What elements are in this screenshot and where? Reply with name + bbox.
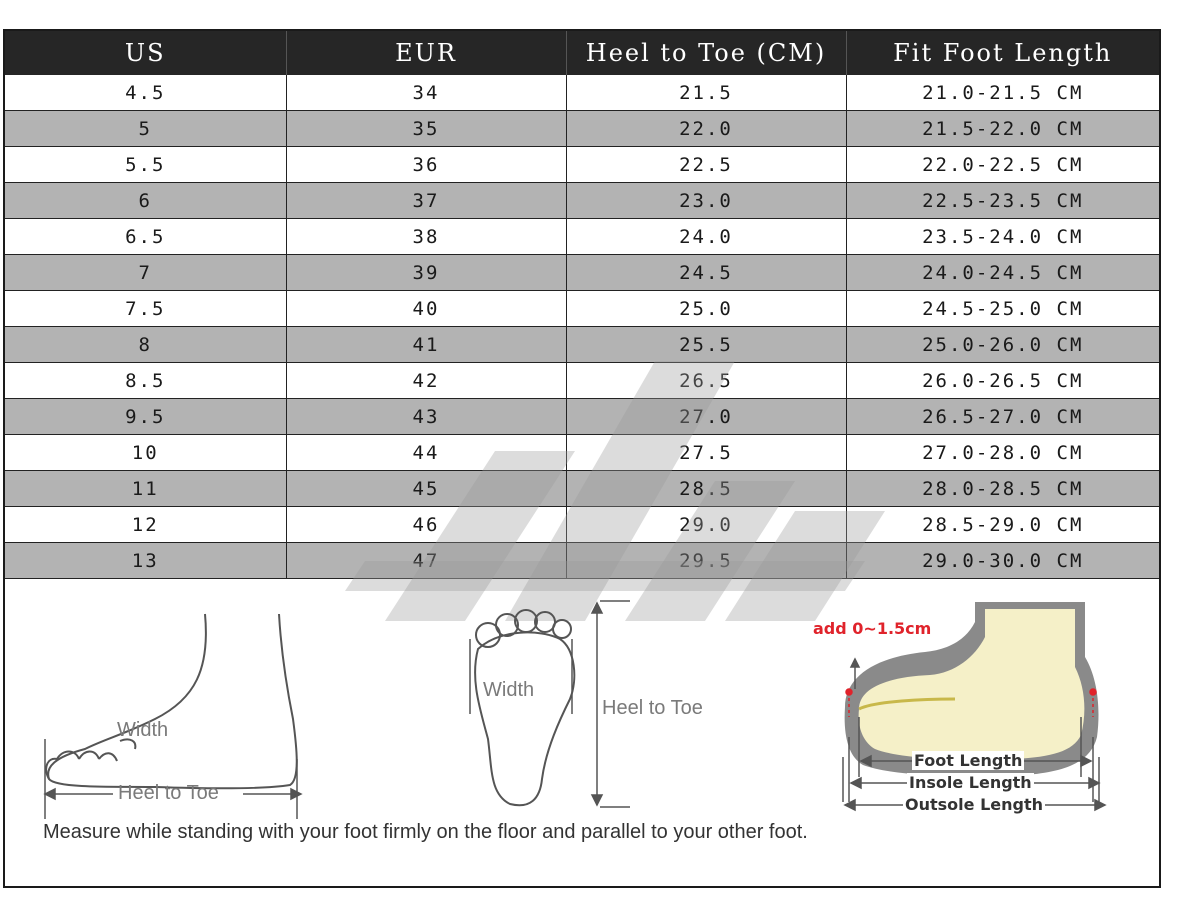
cell-fit-foot-length: 21.5-22.0 CM xyxy=(846,111,1159,147)
sole-heel-to-toe-label: Heel to Toe xyxy=(602,697,703,719)
cell-heel-to-toe: 27.0 xyxy=(566,399,846,435)
cell-us: 13 xyxy=(5,543,286,579)
cell-fit-foot-length: 22.5-23.5 CM xyxy=(846,183,1159,219)
cell-eur: 37 xyxy=(286,183,566,219)
cell-eur: 40 xyxy=(286,291,566,327)
sole-width-label: Width xyxy=(483,679,535,701)
cell-fit-foot-length: 26.5-27.0 CM xyxy=(846,399,1159,435)
table-header-row xyxy=(5,31,1159,75)
cell-fit-foot-length: 21.0-21.5 CM xyxy=(846,75,1159,111)
table-body xyxy=(5,75,1159,579)
cell-fit-foot-length: 28.0-28.5 CM xyxy=(846,471,1159,507)
side-width-label: Width xyxy=(117,719,169,741)
header-fit-foot-length: Fit Foot Length xyxy=(846,31,1159,75)
cell-heel-to-toe: 29.0 xyxy=(566,507,846,543)
cell-eur: 43 xyxy=(286,399,566,435)
table-row xyxy=(5,111,1159,147)
table-row xyxy=(5,435,1159,471)
insole-length-label: Insole Length xyxy=(909,773,1032,792)
cell-fit-foot-length: 28.5-29.0 CM xyxy=(846,507,1159,543)
size-table xyxy=(5,31,1159,579)
cell-eur: 45 xyxy=(286,471,566,507)
cell-eur: 35 xyxy=(286,111,566,147)
side-heel-to-toe-label: Heel to Toe xyxy=(118,782,219,804)
measure-instruction: Measure while standing with your foot firmly on the floor and parallel to your other foot. xyxy=(43,821,808,843)
cell-us: 5.5 xyxy=(5,147,286,183)
cell-heel-to-toe: 25.0 xyxy=(566,291,846,327)
cell-fit-foot-length: 29.0-30.0 CM xyxy=(846,543,1159,579)
table-row xyxy=(5,219,1159,255)
cell-us: 11 xyxy=(5,471,286,507)
table-row xyxy=(5,147,1159,183)
cell-us: 12 xyxy=(5,507,286,543)
cell-us: 10 xyxy=(5,435,286,471)
cell-us: 7.5 xyxy=(5,291,286,327)
header-eur: EUR xyxy=(286,31,566,75)
cell-heel-to-toe: 24.5 xyxy=(566,255,846,291)
cell-us: 6 xyxy=(5,183,286,219)
cell-heel-to-toe: 23.0 xyxy=(566,183,846,219)
cell-fit-foot-length: 27.0-28.0 CM xyxy=(846,435,1159,471)
cell-eur: 47 xyxy=(286,543,566,579)
cell-eur: 38 xyxy=(286,219,566,255)
table-row xyxy=(5,327,1159,363)
size-chart xyxy=(3,29,1161,888)
cell-us: 9.5 xyxy=(5,399,286,435)
cell-heel-to-toe: 25.5 xyxy=(566,327,846,363)
cell-eur: 46 xyxy=(286,507,566,543)
outsole-length-label: Outsole Length xyxy=(905,795,1043,814)
header-us: US xyxy=(5,31,286,75)
cell-fit-foot-length: 24.5-25.0 CM xyxy=(846,291,1159,327)
cell-heel-to-toe: 29.5 xyxy=(566,543,846,579)
header-heel-to-toe: Heel to Toe (CM) xyxy=(566,31,846,75)
table-row xyxy=(5,255,1159,291)
cell-fit-foot-length: 26.0-26.5 CM xyxy=(846,363,1159,399)
cell-fit-foot-length: 22.0-22.5 CM xyxy=(846,147,1159,183)
cell-us: 7 xyxy=(5,255,286,291)
cell-fit-foot-length: 25.0-26.0 CM xyxy=(846,327,1159,363)
table-row xyxy=(5,75,1159,111)
cell-us: 6.5 xyxy=(5,219,286,255)
cell-eur: 42 xyxy=(286,363,566,399)
cell-us: 5 xyxy=(5,111,286,147)
cell-heel-to-toe: 28.5 xyxy=(566,471,846,507)
cell-heel-to-toe: 22.5 xyxy=(566,147,846,183)
cell-heel-to-toe: 22.0 xyxy=(566,111,846,147)
add-allowance-label: add 0~1.5cm xyxy=(813,619,932,638)
cell-eur: 34 xyxy=(286,75,566,111)
cell-fit-foot-length: 23.5-24.0 CM xyxy=(846,219,1159,255)
cell-eur: 36 xyxy=(286,147,566,183)
cell-fit-foot-length: 24.0-24.5 CM xyxy=(846,255,1159,291)
table-row xyxy=(5,543,1159,579)
table-row xyxy=(5,399,1159,435)
table-row xyxy=(5,291,1159,327)
cell-us: 8 xyxy=(5,327,286,363)
measure-guide xyxy=(5,579,1159,886)
cell-us: 8.5 xyxy=(5,363,286,399)
foot-length-label: Foot Length xyxy=(914,751,1023,770)
cell-heel-to-toe: 21.5 xyxy=(566,75,846,111)
cell-us: 4.5 xyxy=(5,75,286,111)
table-row xyxy=(5,363,1159,399)
cell-heel-to-toe: 27.5 xyxy=(566,435,846,471)
cell-heel-to-toe: 26.5 xyxy=(566,363,846,399)
cell-eur: 41 xyxy=(286,327,566,363)
cell-heel-to-toe: 24.0 xyxy=(566,219,846,255)
table-row xyxy=(5,183,1159,219)
cell-eur: 39 xyxy=(286,255,566,291)
table-row xyxy=(5,471,1159,507)
table-row xyxy=(5,507,1159,543)
cell-eur: 44 xyxy=(286,435,566,471)
